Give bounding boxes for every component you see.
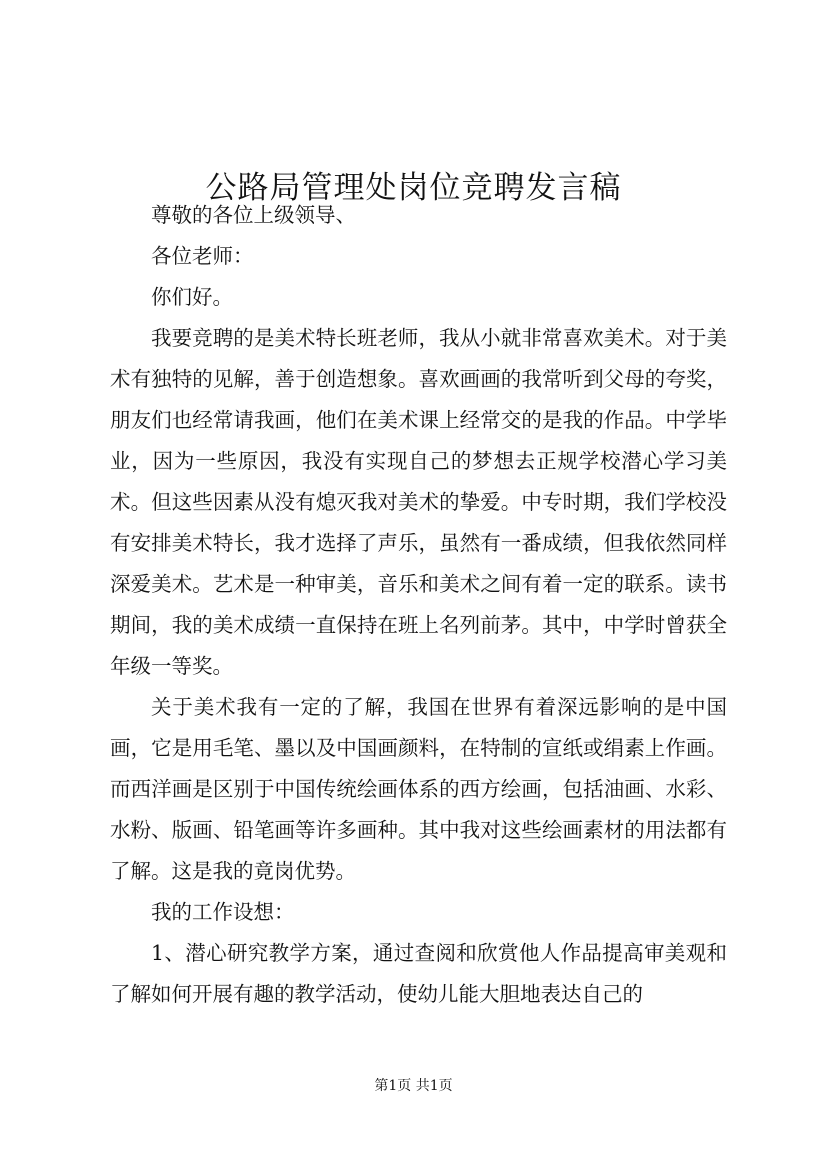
page-footer: 第1页 共1页 (374, 1078, 453, 1094)
document-title: 公路局管理处岗位竞聘发言稿 (205, 169, 622, 206)
paragraph-plan-heading: 我的工作设想： (151, 900, 295, 924)
paragraph-salutation-2: 各位老师： (151, 244, 254, 268)
paragraph-salutation: 尊敬的各位上级领导、 (151, 203, 356, 227)
document-body (110, 195, 727, 1015)
paragraph-background: 我要竞聘的是美术特长班老师，我从小就非常喜欢美术。对于美术有独特的见解，善于创造想象。喜欢画画的我常听到父母的夸奖，朋友们也经常请我画，他们在美术课上经常交的是我的作品。中学毕业，因为一些原因，我没有实现自己的梦想去正规学校潜心学习美术。但这些因素从没有熄灭我对美术的挚爱。中专时期，我们学校没有安排美术特长，我才选择了声乐，虽然有一番成绩，但我依然同样深爱美术。艺术是一种审美，音乐和美术之间有着一定的联系。读书期间，我的美术成绩一直保持在班上名列前茅。其中，中学时曾获全年级一等奖。 (110, 326, 727, 678)
paragraph-plan-item-1: 1、潜心研究教学方案，通过查阅和欣赏他人作品提高审美观和了解如何开展有趣的教学活动，使幼儿能大胆地表达自己的 (110, 941, 727, 1006)
paragraph-knowledge: 关于美术我有一定的了解，我国在世界有着深远影响的是中国画，它是用毛笔、墨以及中国画颜料，在特制的宣纸或绢素上作画。而西洋画是区别于中国传统绘画体系的西方绘画，包括油画、水彩、水粉、版画、铅笔画等许多画种。其中我对这些绘画素材的用法都有了解。这是我的竟岗优势。 (110, 695, 727, 883)
paragraph-greeting: 你们好。 (151, 285, 233, 309)
